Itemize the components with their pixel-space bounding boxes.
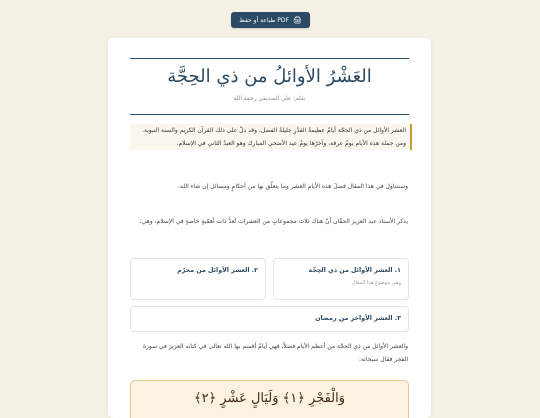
article-byline: بقلم: علي الصديقي رحمه الله <box>233 96 306 102</box>
paragraph-3: والعشر الأوائل من ذي الحجّة من أعظم الأيام فضلاً، فهي أيامٌ أقسم بها الله تعالى في كتابه العزيز في سورة الفجر فقال سبحانه: <box>142 343 408 363</box>
list-item <box>273 258 409 300</box>
list-item-title: ٢. العشر الأوائل من محرّم <box>177 267 258 274</box>
intro-quote: العشر الأوائل من ذي الحجّة أيامٌ عظيمةُ القدْرِ جليلةُ الفضل، وقد دلّ على ذلك القرآن الكريم والسنة النبوية. ومن جملة هذه الأيام يومُ عرفة، وآخرُها يومُ عيد الأضحى المبارك وهو العيدُ الثاني في الإسلام. <box>130 124 412 150</box>
title-top-rule <box>130 58 409 59</box>
article-card <box>108 38 431 418</box>
list-item <box>130 258 266 300</box>
print-pdf-label: طباعة أو حفظ PDF <box>239 17 289 24</box>
list-item <box>130 306 409 332</box>
paragraph-1: وسنتناول في هذا المقال فضلَ هذه الأيام العشر وما يتعلّق بها من أحكامٍ ومسائل إن شاء الله. <box>178 183 408 190</box>
print-pdf-button[interactable] <box>231 12 310 28</box>
list-item-subtitle: وهي موضوع هذا المقال <box>351 280 401 286</box>
printer-icon: 🖨 <box>292 16 302 24</box>
list-item-title: ١. العشر الأوائل من ذي الحِجّة <box>308 267 401 274</box>
paragraph-2: يذكر الأستاذ عبد العزيز الحفّان أنّ هناك ثلاث مجموعاتٍ من العشرات تُعدُّ ذات أهمّيةٍ خاصةٍ في الإسلام، وهي: <box>139 218 408 225</box>
title-bottom-rule <box>130 114 409 115</box>
article-title: العَشْرُ الأوائلُ من ذي الحِجَّة <box>167 66 372 87</box>
quran-verse: وَالْفَجْرِ ﴿١﴾ وَلَيَالٍ عَشْرٍ ﴿٢﴾ <box>193 391 346 406</box>
quran-verse-box <box>130 380 409 418</box>
list-item-title: ٣. العشر الأواخر من رمضان <box>315 315 401 322</box>
